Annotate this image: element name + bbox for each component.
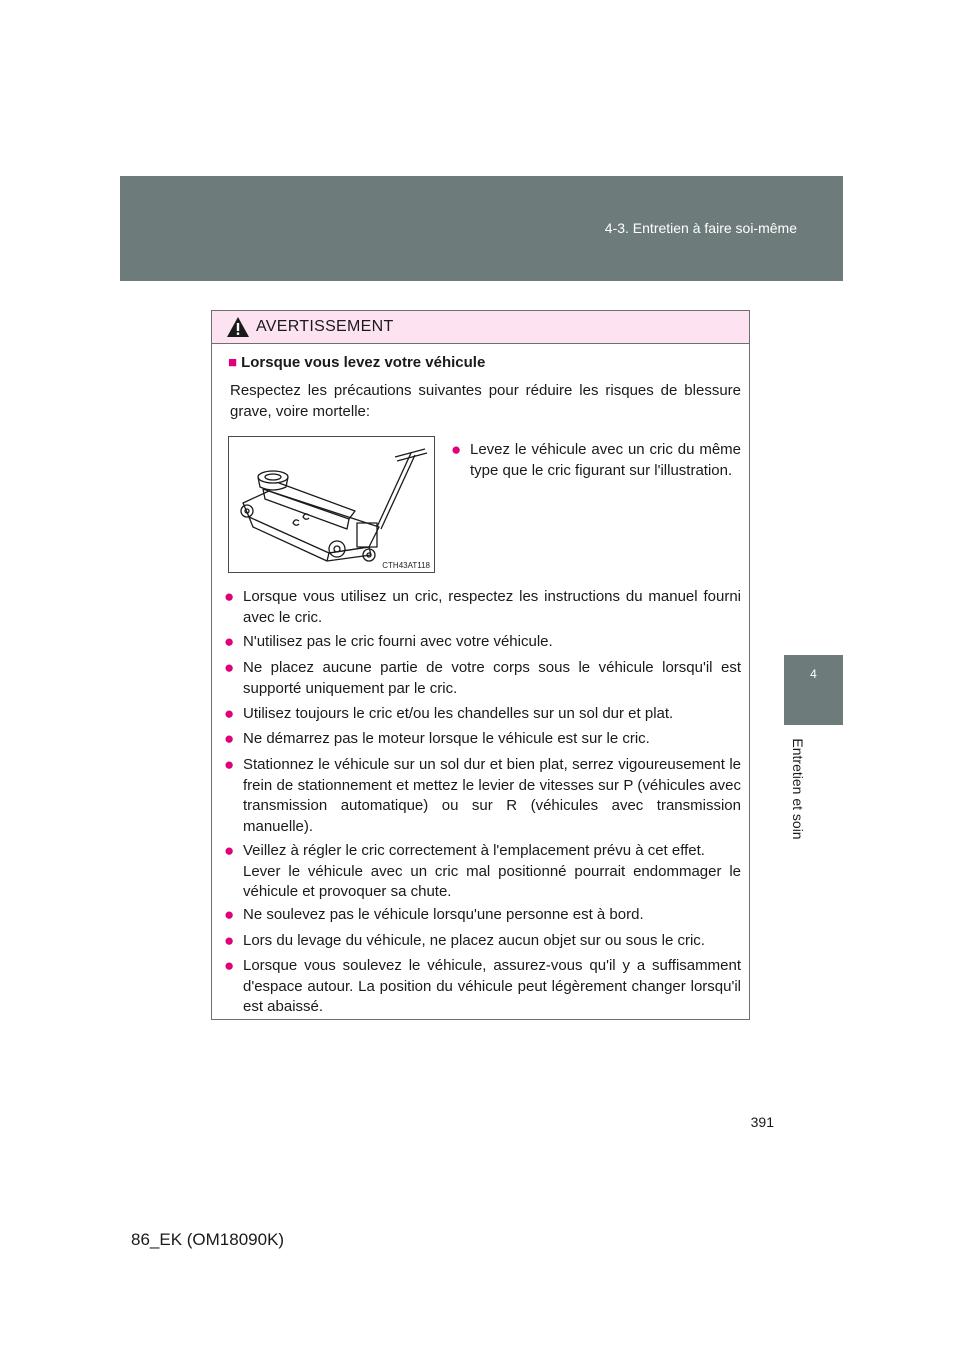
chapter-label-text: Entretien et soin xyxy=(790,738,806,840)
section-heading xyxy=(228,354,485,371)
chapter-label xyxy=(783,739,813,839)
bullet-dot-icon: ● xyxy=(224,632,235,651)
list-item: ● Ne démarrez pas le moteur lorsque le véhicule est sur le cric. xyxy=(224,729,650,748)
warning-box xyxy=(211,310,750,1020)
section-title: 4-3. Entretien à faire soi-même xyxy=(604,220,797,236)
warning-triangle-icon xyxy=(226,316,250,338)
warning-header xyxy=(212,311,749,344)
bullet-dot-icon: ● xyxy=(224,658,235,677)
bullet-dot-icon: ● xyxy=(224,841,235,860)
page-number: 391 xyxy=(750,1114,774,1130)
bullet-dot-icon: ● xyxy=(224,905,235,924)
bullet-dot-icon: ● xyxy=(224,956,235,975)
jack-illustration xyxy=(228,436,435,573)
list-item: ● Lorsque vous soulevez le véhicule, assurez-vous qu'il y a suffisamment d'espace autour. La position du véhicule peut légèrement changer lorsqu'il est abaissé. xyxy=(224,956,741,1015)
manual-code: 86_EK (OM18090K) xyxy=(131,1230,285,1249)
square-bullet-icon: ■ xyxy=(228,354,238,371)
list-item: ● Veillez à régler le cric correctement à l'emplacement prévu à cet effet. Lever le véhicule avec un cric mal positionné pourrait endommager le véhicule et provoquer sa chute. xyxy=(224,841,741,900)
intro-text: Respectez les précautions suivantes pour réduire les risques de blessure grave, voire mortelle: xyxy=(230,382,741,420)
bullet-dot-icon: ● xyxy=(451,440,462,459)
list-item: ● Utilisez toujours le cric et/ou les chandelles sur un sol dur et plat. xyxy=(224,704,674,723)
list-item: ● Ne soulevez pas le véhicule lorsqu'une personne est à bord. xyxy=(224,905,644,924)
floor-jack-drawing xyxy=(229,437,434,572)
list-item: ● Ne placez aucune partie de votre corps sous le véhicule lorsqu'il est supporté uniquement par le cric. xyxy=(224,658,741,697)
bullet-dot-icon: ● xyxy=(224,931,235,950)
list-item: ● Lors du levage du véhicule, ne placez aucun objet sur ou sous le cric. xyxy=(224,931,705,950)
bullet-dot-icon: ● xyxy=(224,755,235,774)
list-item: ● Levez le véhicule avec un cric du même type que le cric figurant sur l'illustration. xyxy=(451,440,741,479)
chapter-tab xyxy=(784,655,843,725)
bullet-dot-icon: ● xyxy=(224,587,235,606)
bullet-dot-icon: ● xyxy=(224,729,235,748)
bullet-dot-icon: ● xyxy=(224,704,235,723)
warning-content xyxy=(212,344,749,1019)
header-band xyxy=(120,176,843,281)
warning-title: AVERTISSEMENT xyxy=(256,318,394,335)
list-item: ● Stationnez le véhicule sur un sol dur et bien plat, serrez vigoureusement le frein de stationnement et mettez le levier de vitesses sur P (véhicules avec transmission automatique) ou sur R (véhicules avec transmission manuelle). xyxy=(224,755,741,835)
figure-code: CTH43AT118 xyxy=(382,561,430,570)
section-heading-text: Lorsque vous levez votre véhicule xyxy=(241,354,486,371)
list-item: ● Lorsque vous utilisez un cric, respectez les instructions du manuel fourni avec le cric. xyxy=(224,587,741,626)
list-item: ● N'utilisez pas le cric fourni avec votre véhicule. xyxy=(224,632,553,651)
chapter-number: 4 xyxy=(810,667,817,681)
